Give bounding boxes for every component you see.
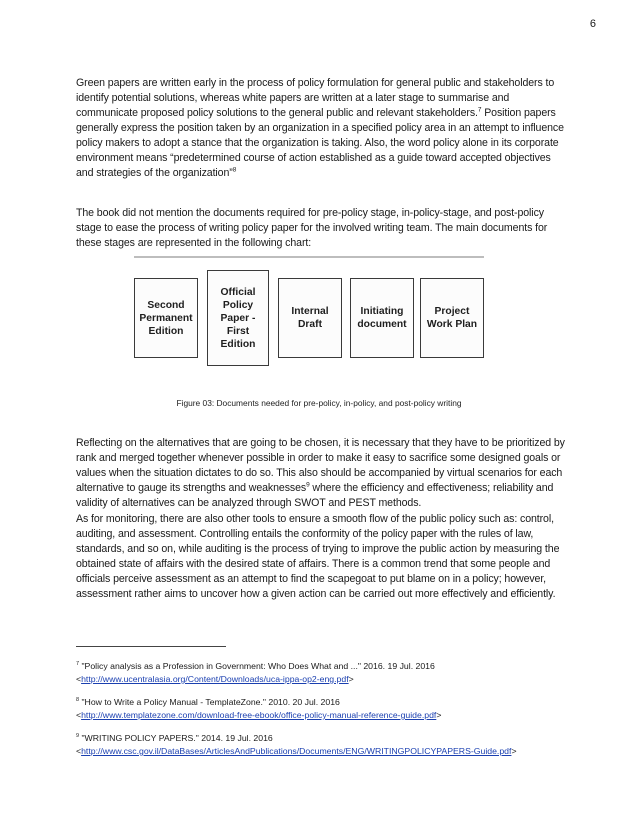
- paragraph-monitoring: As for monitoring, there are also other tools to ensure a smooth flow of the public policy such as: control, auditing, and assessment. Controlling entails the conformity of the policy paper with the rules of law, standards, and so on, while auditing is the process of trying to improve the public action by measuring the obtained state of affairs with the desired state of affairs. There is a common trend that some people and officials perceive assessment as an attempt to find the scapegoat to put blame on in a policy; however, assessment rather aims to uncover how a given action can be carried out more effectively and efficiently.: [76, 513, 560, 600]
- link-bracket-open: <: [76, 710, 82, 720]
- footnote-number: 7: [76, 661, 80, 668]
- doc-box-official-policy-paper: Official Policy Paper - First Edition: [207, 270, 269, 366]
- paragraph-text: Reflecting on the alternatives that are going to be chosen, it is necessary that they have to be prioritized by rank and merged together whenever possible in order to make it easy to sacrifice some designed goals or values when the situation dictates to do so. This also should be accompanied by virtual scenarios for each alternative to gauge its strengths and weaknesses: [76, 437, 565, 494]
- link-bracket-open: <: [76, 746, 82, 756]
- figure-top-line: [134, 256, 484, 258]
- paragraph-green-white-papers: [76, 76, 566, 181]
- figure-caption: Figure 03: Documents needed for pre-policy, in-policy, and post-policy writing: [176, 398, 462, 408]
- footnote-7-link[interactable]: http://www.ucentralasia.org/Content/Downloads/uca-ippa-op2-eng.pdf: [81, 674, 349, 684]
- footnote-ref-7: 7: [477, 106, 482, 114]
- documents-figure: [134, 256, 484, 364]
- footnote-9-link[interactable]: http://www.csc.gov.il/DataBases/ArticlesAndPublications/Documents/ENG/WRITINGPOLICYPAPERS-Guide.pdf: [81, 746, 512, 756]
- footnote-9: [76, 732, 576, 758]
- footnote-7: [76, 660, 576, 686]
- paragraph-text: Green papers are written early in the process of policy formulation for general public and stakeholders to identify potential solutions, whereas white papers are written at a later stage to summarise and communicate proposed policy solutions to the general public and relevant stakeholders.: [76, 77, 555, 119]
- paragraph-alternatives: [76, 436, 566, 511]
- footnote-number: 8: [76, 697, 80, 704]
- link-bracket-close: >: [436, 710, 442, 720]
- link-bracket-close: >: [348, 674, 354, 684]
- doc-box-initiating-document: Initiating document: [350, 278, 414, 358]
- paragraph-text: where the efficiency and effectiveness; reliability and validity of alternatives can be analyzed through SWOT and PEST methods.: [76, 482, 554, 509]
- footnote-8-link[interactable]: http://www.templatezone.com/download-free-ebook/office-policy-manual-reference-guide.pdf: [81, 710, 437, 720]
- link-bracket-open: <: [76, 674, 82, 684]
- page-number: 6: [589, 18, 596, 30]
- doc-box-internal-draft: Internal Draft: [278, 278, 342, 358]
- doc-box-second-permanent-edition: Second Permanent Edition: [134, 278, 198, 358]
- footnote-ref-9: 9: [306, 481, 310, 489]
- doc-box-project-work-plan: Project Work Plan: [420, 278, 484, 358]
- footnote-ref-8: 8: [232, 166, 237, 174]
- footnote-citation: "Policy analysis as a Profession in Government: Who Does What and ..." 2016. 19 Jul. 2016: [79, 661, 435, 671]
- paragraph-chart-intro: The book did not mention the documents required for pre-policy stage, in-policy-stage, and post-policy stage to ease the process of writing policy paper for the involved writing team. The main documents for these stages are represented in the following chart:: [76, 207, 548, 249]
- link-bracket-close: >: [511, 746, 517, 756]
- paragraph-text: Position papers generally express the position taken by an organization in a specified policy area in an attempt to influence policy makers to adopt a stance that the organization is taking. Also, the word policy alone in its corporate environment means “predetermined course of action established as a guide toward accepted objectives and strategies of the organization”: [76, 107, 564, 179]
- footnote-citation: "How to Write a Policy Manual - TemplateZone." 2010. 20 Jul. 2016: [79, 697, 340, 707]
- footnote-citation: "WRITING POLICY PAPERS." 2014. 19 Jul. 2016: [79, 733, 273, 743]
- footnote-number: 9: [76, 733, 80, 740]
- footnote-separator: [76, 646, 226, 647]
- footnote-8: [76, 696, 576, 722]
